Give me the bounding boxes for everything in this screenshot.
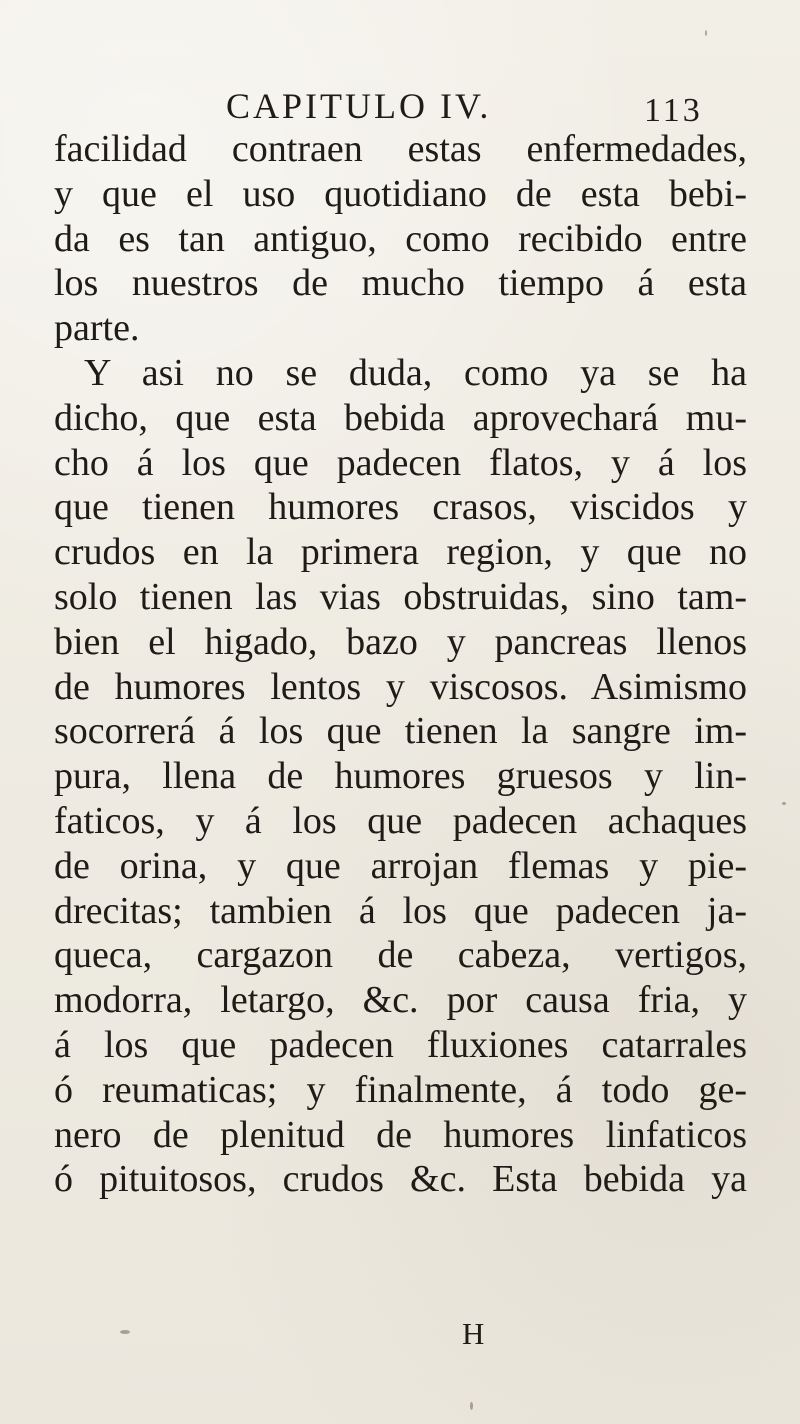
text-line: á los que padecen fluxiones catarrales: [54, 1023, 747, 1066]
text-line: de orina, y que arrojan flemas y pie-: [54, 844, 747, 887]
text-line: queca, cargazon de cabeza, vertigos,: [54, 934, 747, 977]
text-line: modorra, letargo, &c. por causa fria, y: [54, 979, 747, 1022]
body-text: [54, 127, 747, 1202]
text-line: solo tienen las vias obstruidas, sino tam-: [54, 575, 747, 618]
running-head: [0, 80, 800, 130]
text-line: de humores lentos y viscosos. Asimismo: [54, 665, 747, 708]
text-line: drecitas; tambien á los que padecen ja-: [54, 889, 747, 932]
text-line: dicho, que esta bebida aprovechará mu-: [54, 396, 747, 439]
signature-mark: H: [462, 1316, 485, 1351]
text-line: nero de plenitud de humores linfaticos: [54, 1113, 747, 1156]
text-line: da es tan antiguo, como recibido entre: [54, 217, 747, 260]
paper-speck: [120, 1330, 130, 1334]
text-line: crudos en la primera region, y que no: [54, 531, 747, 574]
paper-speck: [782, 802, 786, 805]
text-line: ó pituitosos, crudos &c. Esta bebida ya: [54, 1158, 747, 1201]
text-line: socorrerá á los que tienen la sangre im-: [54, 710, 747, 753]
text-line: que tienen humores crasos, viscidos y: [54, 486, 747, 529]
paper-speck: [470, 1402, 473, 1410]
text-line: facilidad contraen estas enfermedades,: [54, 128, 747, 170]
text-line: faticos, y á los que padecen achaques: [54, 799, 747, 842]
text-line: bien el higado, bazo y pancreas llenos: [54, 620, 747, 663]
text-line: los nuestros de mucho tiempo á esta: [54, 262, 747, 305]
paper-speck: [705, 30, 707, 36]
text-line: pura, llena de humores gruesos y lin-: [54, 755, 747, 798]
text-line: y que el uso quotidiano de esta bebi-: [54, 172, 747, 215]
text-line: Y asi no se duda, como ya se ha: [84, 351, 747, 394]
text-line: ó reumaticas; y finalmente, á todo ge-: [54, 1068, 747, 1111]
text-line: cho á los que padecen flatos, y á los: [54, 441, 747, 484]
chapter-title: CAPITULO IV.: [226, 86, 492, 126]
text-line: parte.: [54, 307, 140, 350]
page-number: 113: [644, 92, 703, 129]
